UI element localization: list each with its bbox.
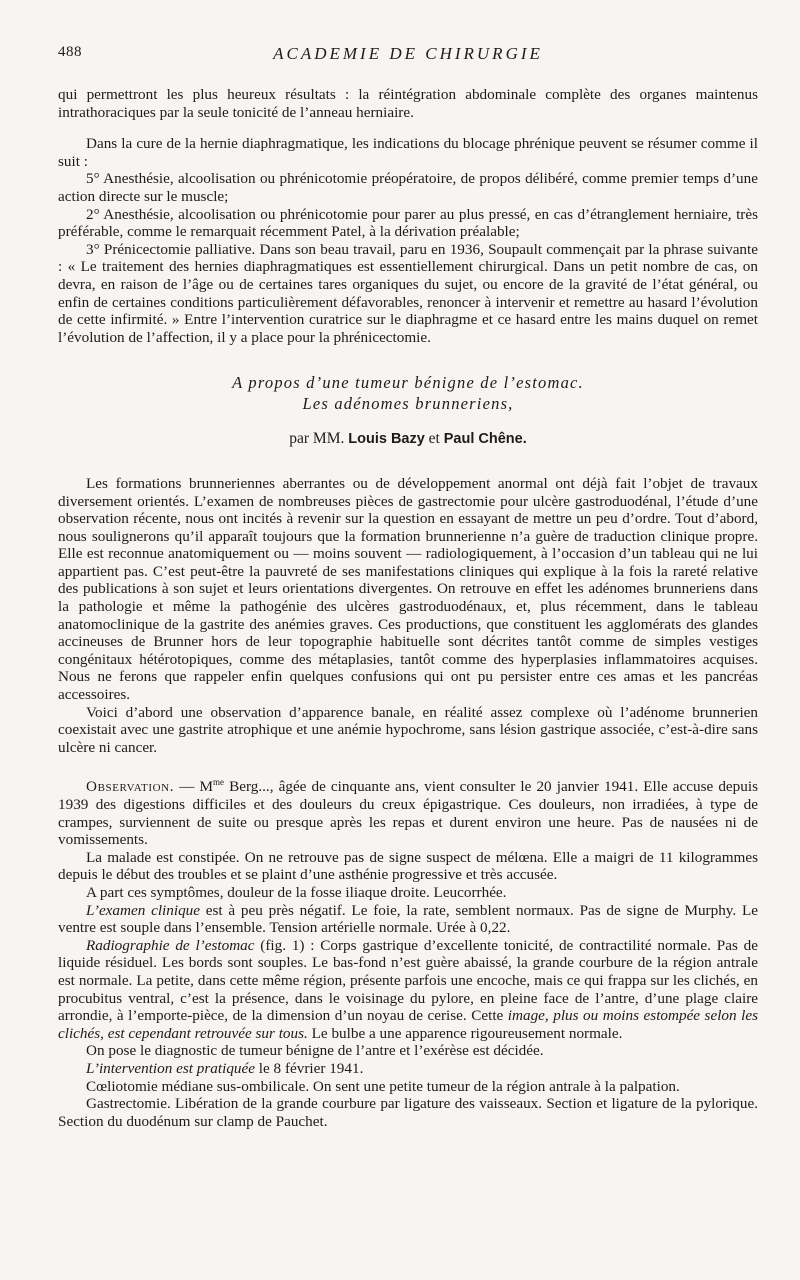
- intervention-label: L’intervention est pratiquée: [86, 1059, 255, 1077]
- observation-paragraph-1: [58, 778, 758, 848]
- observation-label: Observation.: [86, 778, 175, 796]
- observation-paragraph-2: La malade est constipée. On ne retrouve pas de signe suspect de mélœna. Elle a maigri de 11 kilogrammes depuis le début des troubles et se plaint d’une asthénie progressive et très accusée.: [58, 848, 758, 884]
- article-title-line-2: Les adénomes brunneriens,: [302, 394, 514, 414]
- intro-paragraph-2: Dans la cure de la hernie diaphragmatique, les indications du blocage phrénique peuvent se résumer comme il suit :: [58, 135, 758, 170]
- article-title-line-1: A propos d’une tumeur bénigne de l’estomac.: [232, 373, 584, 393]
- article-byline: [58, 430, 758, 449]
- observation-paragraph-5: [58, 937, 758, 1043]
- radiography-label: Radiographie de l’estomac: [86, 936, 255, 954]
- author-1: Louis Bazy: [348, 431, 425, 448]
- observation-sup: me: [213, 777, 224, 788]
- article-title: [58, 372, 758, 414]
- observation-paragraph-9: Gastrectomie. Libération de la grande courbure par ligature des vaisseaux. Section et ligature de la pylorique. Section du duodénum sur clamp de Pauchet.: [58, 1095, 758, 1130]
- observation-paragraph-4: [58, 902, 758, 937]
- radiography-italic: image, plus ou moins estompée selon les clichés, est cependant retrouvée sur tous.: [58, 1007, 758, 1042]
- article-paragraph-1: Les formations brunneriennes aberrantes ou de développement anormal ont déjà fait l’objet de travaux diversement orientés. L’examen de nombreuses pièces de gastrectomie pour ulcère gastroduodénal, l’étude d’une observation récente, nous ont incités à revenir sur la question en essayant de mettre un peu d’ordre. Tout d’abord, nous soulignerons qu’il apparaît toujours que la formation brunnerienne n’a guère de traduction clinique propre. Elle est reconnue anatomiquement ou — moins souvent — radiologiquement, à l’occasion d’un tableau qui ne lui appartient pas. C’est peut-être la pauvreté de ses manifestations cliniques qui explique à la fois la rareté relative des publications à son sujet et leurs orientations divergentes. On retrouve en effet les adénomes brunneriens dans la pathologie et même la pathogénie des ulcères gastroduodénaux, et, plus récemment, dans le tableau anatomoclinique de la gastrite des anémies graves. Ces productions, que constituent les agglomérats des glandes accineuses de Brunner hors de leur topographie habituelle sont décrites tantôt comme de simples vestiges congénitaux hétérotopiques, comme des métaplasies, tantôt comme des hyperplasies inflammatoires acquises. Nous ne ferons que rappeler enfin quelques confusions qui ont pu persister entre ces amas et les pancréas accessoires.: [58, 474, 758, 704]
- author-2: Paul Chêne.: [443, 431, 527, 448]
- observation-paragraph-6: On pose le diagnostic de tumeur bénigne de l’antre et l’exérèse est décidée.: [86, 1042, 544, 1060]
- observation-paragraph-3: A part ces symptômes, douleur de la fosse iliaque droite. Leucorrhée.: [86, 883, 507, 901]
- observation-paragraph-8: Cœliotomie médiane sus-ombilicale. On sent une petite tumeur de la région antrale à la palpation.: [86, 1077, 680, 1095]
- intro-paragraph-1: qui permettront les plus heureux résultats : la réintégration abdominale complète des organes maintenus intrathoraciques par la seule tonicité de l’anneau herniaire.: [58, 86, 758, 121]
- article-paragraph-2: Voici d’abord une observation d’apparence banale, en réalité assez complexe où l’adénome brunnerien coexistait avec une gastrite atrophique et une anémie hypochrome, sans lésion gastrique associée, c’est-à-dire sans ulcère ni cancer.: [58, 703, 758, 756]
- clinical-exam-text: est à peu près négatif. Le foie, la rate, semblent normaux. Pas de signe de Murphy. Le ventre est souple dans l’ensemble. Tension artérielle normale. Urée à 0,22.: [58, 901, 758, 937]
- intro-list-item-3: 3° Prénicectomie palliative. Dans son beau travail, paru en 1936, Soupault commençait par la phrase suivante : « Le traitement des hernies diaphragmatiques est essentiellement chirurgical. Dans un petit nombre de cas, on devra, en raison de l’âge ou de certaines tares organiques du sujet, ou encore de la gravité de l’état général, ou enfin de certaines conditions particulièrement défavorables, renoncer à intervenir et remettre au hasard l’évolution de cette infirmité. » Entre l’intervention curatrice sur le diaphragme et ce hasard entre les mains duquel on remet l’évolution de l’affection, il y a place pour la phrénicectomie.: [58, 240, 758, 346]
- page-number: 488: [58, 44, 82, 60]
- radiography-text-a: (fig. 1) : Corps gastrique d’excellente tonicité, de contractilité normale. Pas de liquide résiduel. Les bords sont souples. Le bas-fond n’est guère abaissé, la grande courbure de la région antrale est normale. La petite, dans cette même région, présente parfois une encoche, mais ce qui frappa sur les clichés, en procubitus ventral, c’est la présence, dans le voisinage du pylore, en pleine face de l’antre, d’une plage claire arrondie, à l’emporte-pièce, de la dimension d’un noyau de cerise. Cette: [58, 936, 758, 1025]
- page-header: [58, 44, 758, 66]
- byline-and: et: [428, 430, 440, 448]
- byline-prefix: par MM.: [289, 430, 345, 448]
- intro-list-item-1: 5° Anesthésie, alcoolisation ou phrénicotomie préopératoire, de propos délibéré, comme premier temps d’une action directe sur le muscle;: [58, 170, 758, 205]
- page-body: [58, 86, 758, 1130]
- observation-text-1a: — M: [174, 778, 213, 796]
- running-head: ACADEMIE DE CHIRURGIE: [273, 44, 543, 63]
- radiography-text-b: Le bulbe a une apparence rigoureusement normale.: [307, 1024, 623, 1042]
- observation-paragraph-7: [58, 1060, 758, 1078]
- intro-list-item-2: 2° Anesthésie, alcoolisation ou phrénicotomie pour parer au plus pressé, en cas d’étranglement herniaire, très préférable, comme le remarquait récemment Patel, à la dérivation préalable;: [58, 205, 758, 241]
- clinical-exam-label: L’examen clinique: [86, 901, 201, 919]
- observation-text-1b: Berg..., âgée de cinquante ans, vient consulter le 20 janvier 1941. Elle accuse depuis 1939 des digestions difficiles et des douleurs du creux épigastrique. Ces douleurs, non irradiées, à type de crampes, surviennent de suite ou presque après les repas et durent environ une heure. Pas de nausées ni de vomissements.: [58, 778, 758, 849]
- intervention-date: le 8 février 1941.: [255, 1059, 364, 1077]
